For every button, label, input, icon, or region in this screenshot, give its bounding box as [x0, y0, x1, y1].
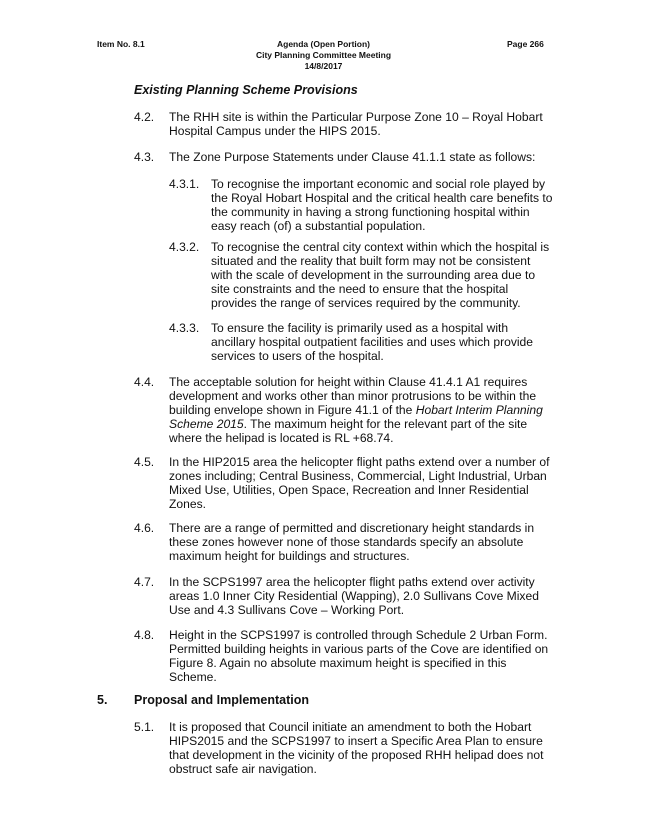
- paragraph-number: 4.5.: [134, 455, 155, 469]
- section-title: Proposal and Implementation: [134, 693, 310, 707]
- paragraph-number: 4.2.: [134, 110, 155, 124]
- subparagraph-number: 4.3.1.: [169, 177, 200, 191]
- committee-name: City Planning Committee Meeting: [255, 50, 392, 60]
- paragraph-number: 4.7.: [134, 575, 155, 589]
- paragraph-text: Height in the SCPS1997 is controlled through Schedule 2 Urban Form. Permitted building heights in various parts of the Cove are identified on Figure 8. Again no absolute maximum height is specified in this Scheme.: [169, 628, 549, 685]
- paragraph-text: The Zone Purpose Statements under Clause 41.1.1 state as follows:: [169, 150, 536, 164]
- page-header: [0, 39, 647, 79]
- paragraph-number: 5.1.: [134, 720, 155, 734]
- meeting-info: [0, 39, 647, 72]
- subparagraph-text: To recognise the important economic and social role played by the Royal Hobart Hospital and the critical health care benefits to the community in having a strong functioning hospital within easy reach (of) a substantial population.: [211, 177, 553, 234]
- subparagraph-text: To recognise the central city context within which the hospital is situated and the reality that built form may not be consistent with the scale of development in the surrounding area due to site constraints and the need to ensure that the hospital provides the range of services required by the community.: [211, 240, 550, 311]
- section-number: 5.: [97, 693, 108, 707]
- paragraph-number: 4.4.: [134, 375, 155, 389]
- paragraph-number: 4.8.: [134, 628, 155, 642]
- paragraph-text: In the SCPS1997 area the helicopter flight paths extend over activity areas 1.0 Inner City Residential (Wapping), 2.0 Sullivans Cove Mixed Use and 4.3 Sullivans Cove – Working Port.: [169, 575, 539, 618]
- subparagraph-number: 4.3.2.: [169, 240, 200, 254]
- paragraph-number: 4.3.: [134, 150, 155, 164]
- section-heading: Existing Planning Scheme Provisions: [134, 83, 358, 97]
- page-number: Page 266: [507, 39, 544, 49]
- paragraph-text: The acceptable solution for height within Clause 41.4.1 A1 requires development and works other than minor protrusions to be within the building envelope shown in Figure 41.1 of the Hobart Interim Planning Scheme 2015. The maximum height for the relevant part of the site where the helipad is located is RL +68.74.: [169, 375, 543, 446]
- agenda-title: Agenda (Open Portion): [276, 39, 371, 49]
- meeting-date: 14/8/2017: [304, 61, 343, 71]
- paragraph-number: 4.6.: [134, 521, 155, 535]
- paragraph-text: It is proposed that Council initiate an amendment to both the Hobart HIPS2015 and the SCPS1997 to insert a Specific Area Plan to ensure that development in the vicinity of the proposed RHH helipad does not obstruct safe air navigation.: [169, 720, 544, 777]
- subparagraph-number: 4.3.3.: [169, 321, 200, 335]
- paragraph-text: There are a range of permitted and discretionary height standards in these zones however none of those standards specify an absolute maximum height for buildings and structures.: [169, 521, 535, 564]
- item-number: Item No. 8.1: [97, 39, 145, 49]
- paragraph-text: In the HIP2015 area the helicopter flight paths extend over a number of zones including; Central Business, Commercial, Light Industrial, Urban Mixed Use, Utilities, Open Space, Recreation and Inner Residential Zones.: [169, 455, 550, 512]
- paragraph-text: The RHH site is within the Particular Purpose Zone 10 – Royal Hobart Hospital Campus under the HIPS 2015.: [169, 110, 543, 139]
- subparagraph-text: To ensure the facility is primarily used as a hospital with ancillary hospital outpatient facilities and uses which provide services to users of the hospital.: [211, 321, 534, 364]
